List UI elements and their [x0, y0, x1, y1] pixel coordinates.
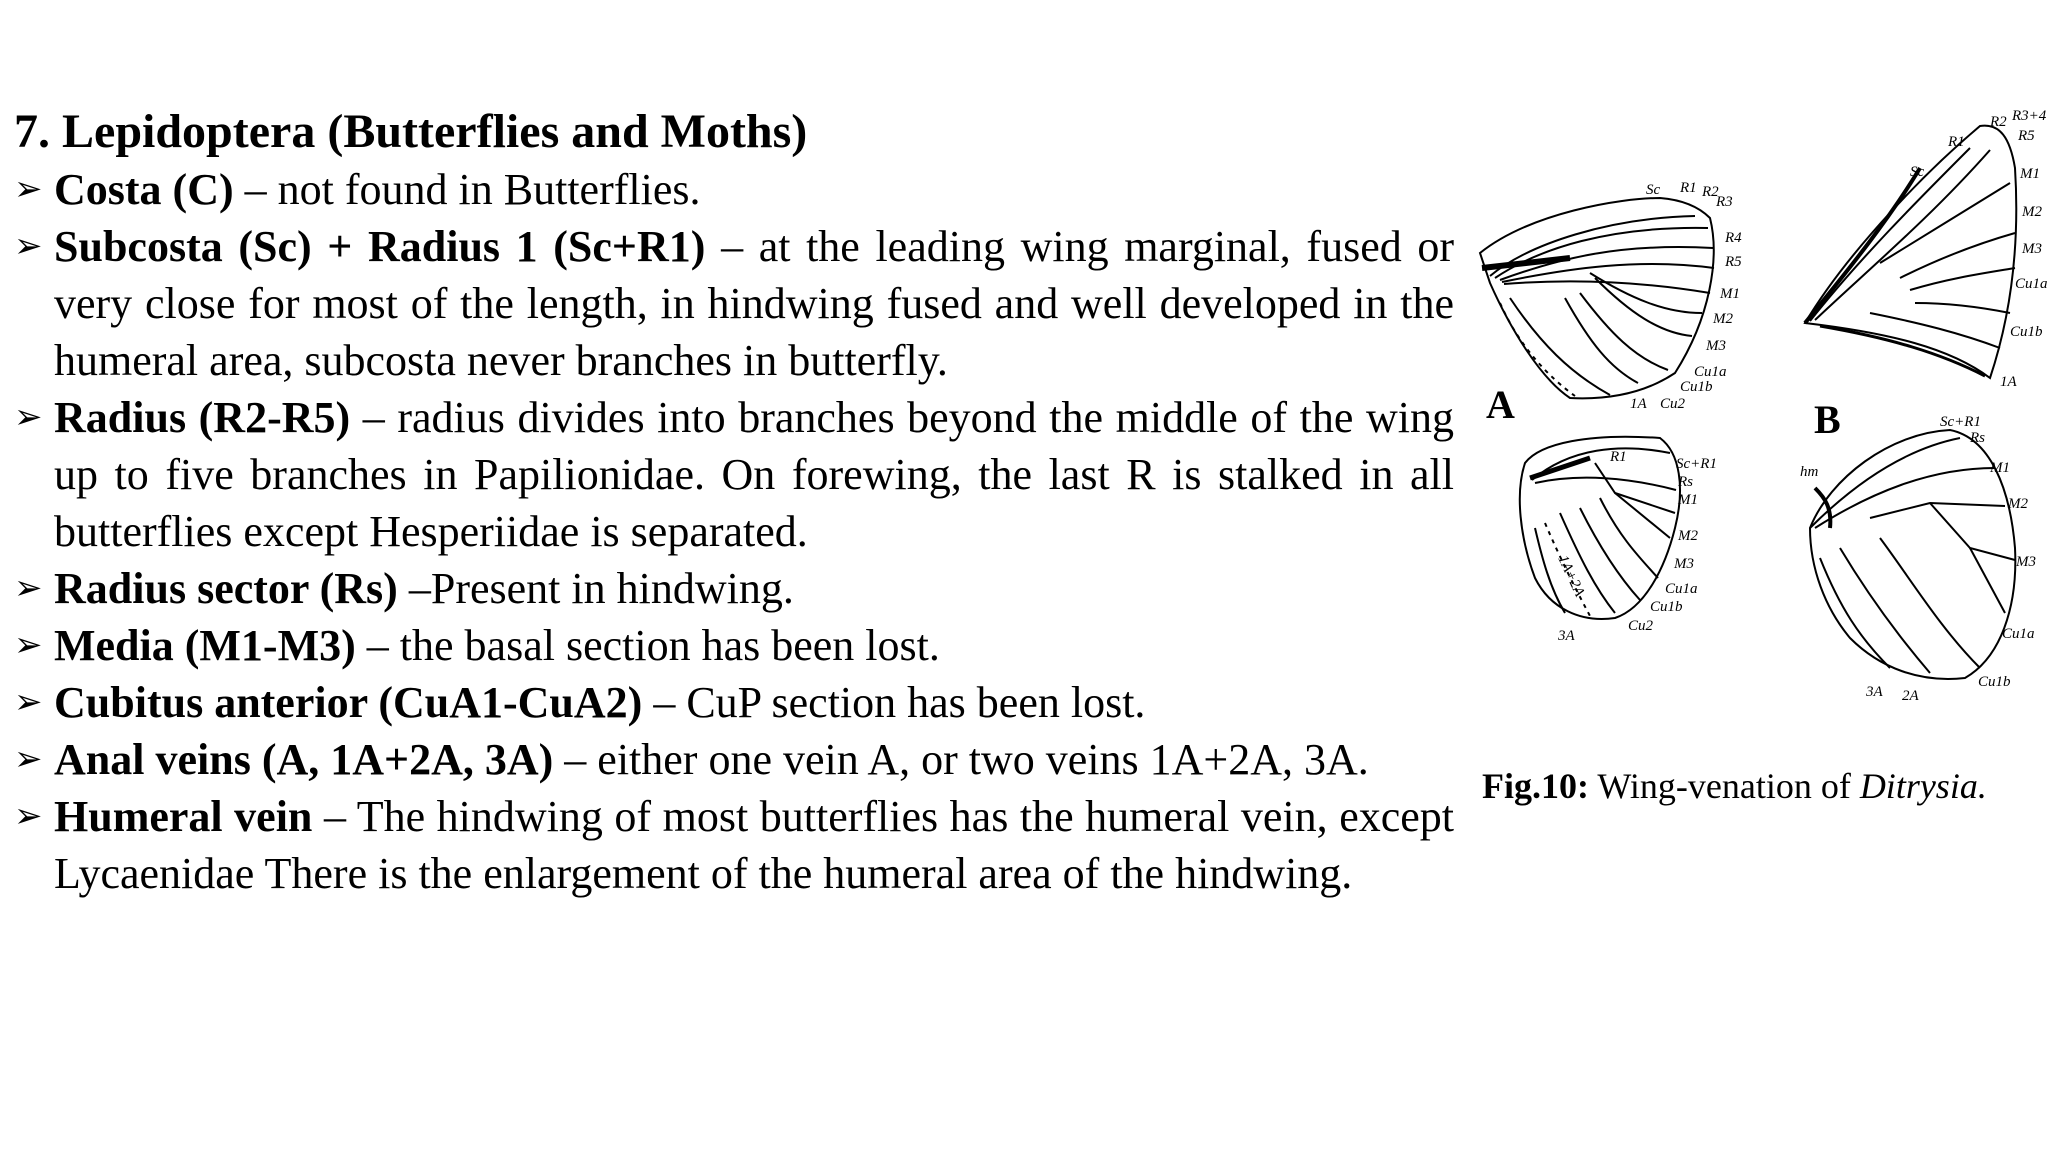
- vein-label: Sc+R1: [1940, 414, 1981, 430]
- bullet-text: – CuP section has been lost.: [642, 678, 1146, 727]
- vein-label: Cu1b: [1680, 379, 1713, 395]
- vein-label: Cu1b: [2010, 324, 2043, 340]
- bullet-term: Subcosta (Sc) + Radius 1 (Sc+R1): [54, 222, 706, 271]
- bullet-subcosta: [14, 218, 1454, 389]
- bullet-media: [14, 617, 1454, 674]
- panel-a-forewing-drawing: [1480, 198, 1714, 398]
- vein-label: R1: [1610, 449, 1627, 465]
- bullet-term: Media (M1-M3): [54, 621, 356, 670]
- vein-label: R5: [1725, 254, 1742, 270]
- bullet-radius: [14, 389, 1454, 560]
- vein-label: Cu2: [1660, 396, 1686, 412]
- vein-label: M1: [1990, 460, 2010, 476]
- arrowhead-bullet-icon: ➢: [14, 796, 43, 836]
- bullet-term: Radius sector (Rs): [54, 564, 398, 613]
- caption-text: Wing-venation of: [1588, 766, 1860, 806]
- vein-label: Cu1b: [1978, 674, 2011, 690]
- arrowhead-bullet-icon: ➢: [14, 169, 43, 209]
- bullet-term: Costa (C): [54, 165, 234, 214]
- vein-label: Cu1a: [2002, 626, 2035, 642]
- caption-label: Fig.10:: [1482, 766, 1589, 806]
- arrowhead-bullet-icon: ➢: [14, 226, 43, 266]
- figure-caption: [1482, 764, 1987, 808]
- bullet-term: Anal veins (A, 1A+2A, 3A): [54, 735, 554, 784]
- vein-label: R1: [1680, 180, 1697, 196]
- arrowhead-bullet-icon: ➢: [14, 568, 43, 608]
- vein-label: R5: [2018, 128, 2035, 144]
- slide-heading: 7. Lepidoptera (Butterflies and Moths): [14, 105, 808, 158]
- arrowhead-bullet-icon: ➢: [14, 625, 43, 665]
- vein-label: M3: [1706, 338, 1726, 354]
- vein-label: Cu1a: [2015, 276, 2048, 292]
- bullet-term: Humeral vein: [54, 792, 313, 841]
- arrowhead-bullet-icon: ➢: [14, 739, 43, 779]
- vein-label: Cu2: [1628, 618, 1654, 634]
- bullet-text: – the basal section has been lost.: [355, 621, 940, 670]
- arrowhead-bullet-icon: ➢: [14, 682, 43, 722]
- vein-label: R3: [1716, 194, 1733, 210]
- panel-a-forewing-labels: [1630, 180, 1742, 412]
- vein-label: Sc+R1: [1676, 456, 1717, 472]
- vein-label: M3: [1674, 556, 1694, 572]
- bullet-cubitus: [14, 674, 1454, 731]
- vein-label: M2: [2022, 204, 2042, 220]
- panel-a-hindwing-drawing: [1520, 437, 1680, 619]
- vein-label: R2: [1990, 114, 2007, 130]
- bullet-humeral-vein: [14, 788, 1454, 902]
- bullet-text: – at the leading wing marginal, fused or very close for most of the length, in hindwing fused and well developed in the humeral area, subcosta never branches in butterfly.: [54, 222, 1454, 385]
- vein-label: Cu1b: [1650, 599, 1683, 615]
- text-column: [14, 103, 1454, 902]
- vein-label: Sc: [1646, 182, 1661, 198]
- panel-b-hindwing-labels: [1800, 414, 2036, 704]
- bullet-text: – not found in Butterflies.: [233, 165, 701, 214]
- caption-italic: Ditrysia.: [1859, 766, 1987, 806]
- vein-label: M2: [1678, 528, 1698, 544]
- vein-label: Rs: [1678, 474, 1693, 490]
- bullet-term: Cubitus anterior (CuA1-CuA2): [54, 678, 643, 727]
- vein-label: R3+4: [2012, 108, 2047, 124]
- bullet-costa: [14, 161, 1454, 218]
- vein-label: R2: [1702, 184, 1719, 200]
- bullet-list: [14, 161, 1454, 902]
- bullet-text: – either one vein A, or two veins 1A+2A, 3A.: [553, 735, 1369, 784]
- vein-label: R4: [1725, 230, 1742, 246]
- vein-label: Cu1a: [1694, 364, 1727, 380]
- arrowhead-bullet-icon: ➢: [14, 397, 43, 437]
- bullet-radius-sector: [14, 560, 1454, 617]
- panel-b-hindwing-drawing: [1810, 430, 2015, 679]
- vein-label: M2: [1713, 311, 1733, 327]
- vein-label: R1: [1948, 134, 1965, 150]
- panel-a-label: A: [1486, 382, 1515, 427]
- vein-label: M1: [1720, 286, 1740, 302]
- vein-label: Sc: [1910, 164, 1925, 180]
- vein-label: 3A: [1866, 684, 1883, 700]
- vein-label: M2: [2008, 496, 2028, 512]
- vein-label: 3A: [1558, 628, 1575, 644]
- vein-label: hm: [1800, 464, 1819, 480]
- bullet-anal-veins: [14, 731, 1454, 788]
- bullet-text: –Present in hindwing.: [397, 564, 794, 613]
- bullet-text: – The hindwing of most butterflies has the humeral vein, except Lycaenidae There is the enlargement of the humeral area of the hindwing.: [54, 792, 1454, 898]
- vein-label: Cu1a: [1665, 581, 1698, 597]
- vein-label: M1: [2020, 166, 2040, 182]
- vein-label: 1A: [2000, 374, 2017, 390]
- vein-label: M1: [1678, 492, 1698, 508]
- vein-label: M3: [2016, 554, 2036, 570]
- wing-venation-figure: [1470, 108, 2048, 728]
- vein-label: M3: [2022, 241, 2042, 257]
- vein-label: Rs: [1970, 430, 1985, 446]
- vein-label: 2A: [1902, 688, 1919, 704]
- bullet-term: Radius (R2-R5): [54, 393, 351, 442]
- vein-label: 1A: [1630, 396, 1647, 412]
- bullet-text: – radius divides into branches beyond the middle of the wing up to five branches in Papilionidae. On forewing, the last R is stalked in all butterflies except Hesperiidae is separated.: [54, 393, 1454, 556]
- vein-label: 1A+2A: [1554, 552, 1588, 600]
- panel-b-label: B: [1814, 397, 1841, 442]
